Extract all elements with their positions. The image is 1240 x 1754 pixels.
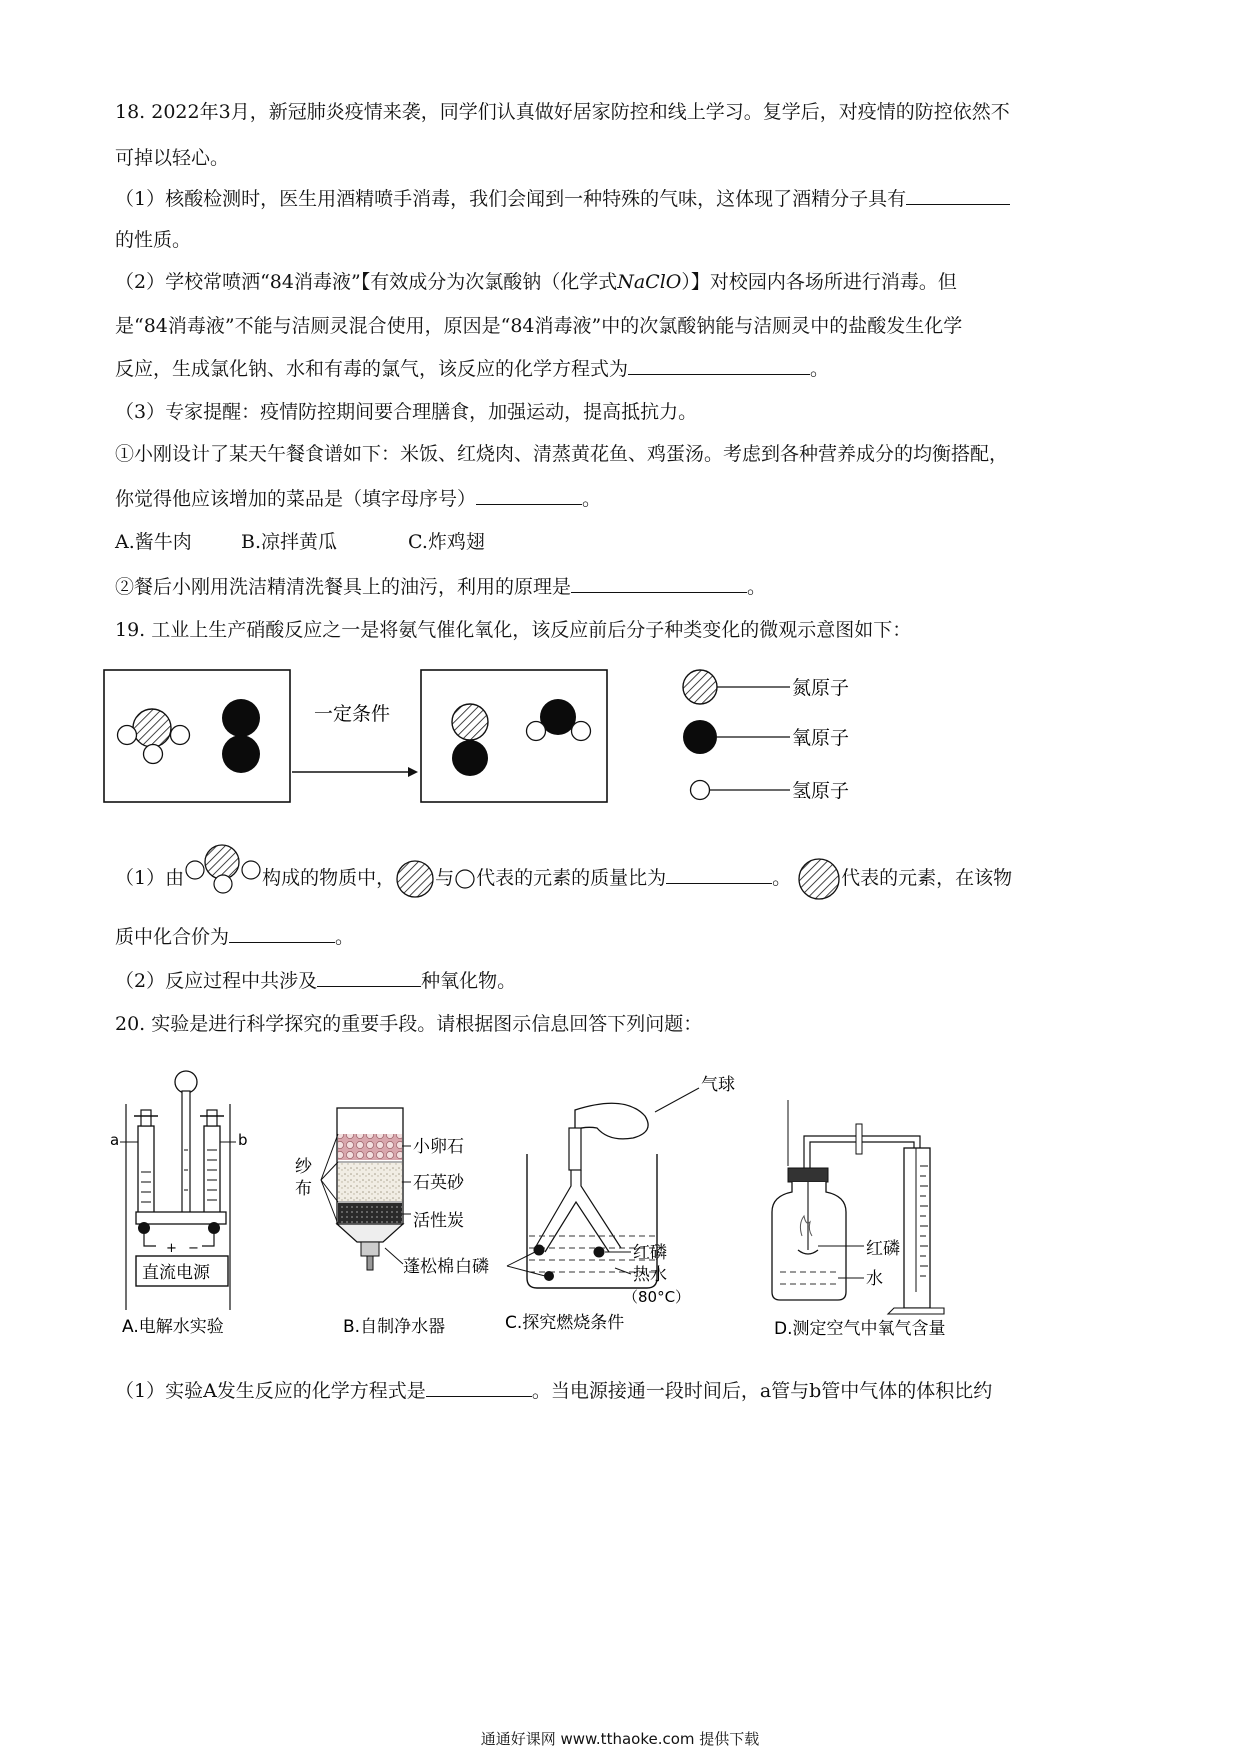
q19-part2-text-a: （2）反应过程中共涉及 (115, 970, 318, 992)
q19-part1-text-f: 代表的元素，在该物 (841, 867, 1013, 889)
q19-part2-text-b: 种氧化物。 (421, 970, 517, 992)
q19-part1-line2 (115, 924, 354, 949)
figure-a-caption: A.电解水实验 (122, 1317, 224, 1337)
figure-d-oxygen-content (768, 1096, 968, 1342)
red-phosphorus-label: 红磷 (633, 1243, 667, 1263)
answer-blank[interactable] (666, 865, 772, 884)
legend-hydrogen: 氢原子 (792, 780, 850, 802)
q20-part1-text-b: 。当电源接通一段时间后，a管与b管中气体的体积比约 (531, 1380, 993, 1402)
figure-b-caption: B.自制净水器 (343, 1317, 446, 1337)
balloon (575, 1103, 648, 1139)
q18-stem-line2: 可掉以轻心。 (115, 147, 230, 169)
figure-c-combustion (455, 1066, 765, 1342)
balloon-label: 气球 (701, 1075, 735, 1095)
figure-b-water-purifier (295, 1100, 535, 1340)
nitrogen-atom-icon (797, 857, 841, 901)
hydrogen-atom-icon (691, 781, 710, 800)
gauze-label-1: 纱 (295, 1157, 312, 1177)
q18-part2-line3 (115, 356, 829, 381)
q18-part2-text-c: 反应，生成氯化钠、水和有毒的氯气，该反应的化学方程式为 (115, 358, 629, 380)
figure-c-caption: C.探究燃烧条件 (505, 1313, 625, 1333)
red-phosphorus-in-tube (594, 1247, 605, 1258)
q19-part1-text-b: 构成的物质中， (262, 867, 396, 889)
cotton-label: 蓬松棉 (403, 1257, 454, 1277)
figure-a-electrolysis (110, 1060, 280, 1340)
white-phosphorus-label: 白磷 (455, 1257, 489, 1277)
q18-part3-1-line2 (115, 486, 601, 511)
q19-part1-line1 (115, 857, 1012, 901)
tube-a-label: a (110, 1131, 120, 1149)
chemical-formula: NaClO (617, 271, 682, 293)
q19-part2 (115, 968, 516, 993)
q18-part3-2 (115, 574, 766, 599)
temperature-label: （80°C） (623, 1288, 691, 1306)
reaction-condition: 一定条件 (314, 703, 391, 725)
water-label: 水 (866, 1269, 883, 1289)
q18-part1-text: （1）核酸检测时，医生用酒精喷手消毒，我们会闻到一种特殊的气味，这体现了酒精分子具有 (115, 188, 907, 210)
minus-sign: − (188, 1241, 199, 1256)
answer-blank[interactable] (906, 186, 1010, 205)
q18-part2-line2: 是“84消毒液”不能与洁厕灵混合使用，原因是“84消毒液”中的次氯酸钠能与洁厕灵中的盐酸发生化学 (115, 315, 963, 337)
legend (683, 670, 849, 802)
white-phosphorus-in-tube (534, 1245, 545, 1256)
hydrogen-atom-icon (454, 868, 476, 890)
page-footer: 通通好课网 www.tthaoke.com 提供下载 (480, 1730, 760, 1748)
reaction-arrow (292, 767, 418, 777)
answer-blank[interactable] (628, 356, 810, 375)
tube-b-label: b (238, 1131, 248, 1149)
q20-stem: 20. 实验是进行科学探究的重要手段。请根据图示信息回答下列问题： (115, 1013, 703, 1035)
q18-part2-text-b: ）】对校园内各场所进行消毒。但 (681, 271, 957, 293)
oxygen-atom-icon (683, 720, 717, 754)
q19-part1-text-g: 质中化合价为 (115, 926, 230, 948)
q19-stem: 19. 工业上生产硝酸反应之一是将氨气催化氧化，该反应前后分子种类变化的微观示意图如下： (115, 619, 912, 641)
figure-d-caption: D.测定空气中氧气含量 (774, 1319, 946, 1339)
answer-blank[interactable] (476, 486, 582, 505)
option-b: B.凉拌黄瓜 (241, 531, 338, 553)
products-box (421, 670, 607, 802)
water-molecule (527, 699, 591, 741)
q18-part3-1-text: 你觉得他应该增加的菜品是（填字母序号） (115, 488, 477, 510)
answer-blank[interactable] (317, 968, 421, 987)
q18-part2-line1 (115, 270, 957, 294)
red-phosphorus-label: 红磷 (866, 1239, 900, 1259)
sand-label: 石英砂 (413, 1173, 464, 1193)
ammonia-molecule (118, 709, 190, 764)
reactants-box (104, 670, 290, 802)
q18-part2-text-a: （2）学校常喷洒“84消毒液”【有效成分为次氯酸钠（化学式 (115, 271, 618, 293)
period: 。 (810, 358, 830, 380)
carbon-label: 活性炭 (413, 1211, 464, 1231)
ammonia-molecule-icon (184, 844, 262, 894)
q18-part3-2-text: ②餐后小刚用洗洁精清洗餐具上的油污，利用的原理是 (115, 576, 572, 598)
q20-part1-text-a: （1）实验A发生反应的化学方程式是 (115, 1380, 426, 1402)
legend-oxygen: 氧原子 (792, 727, 850, 749)
answer-blank[interactable] (571, 574, 747, 593)
q18-part3: （3）专家提醒：疫情防控期间要合理膳食，加强运动，提高抵抗力。 (115, 401, 698, 423)
q19-part1-text-d: 代表的元素的质量比为 (476, 867, 667, 889)
plus-sign: + (166, 1241, 177, 1256)
reaction-micro-diagram (100, 660, 980, 810)
q18-stem-line1: 18. 2022年3月，新冠肺炎疫情来袭，同学们认真做好居家防控和线上学习。复学后，对疫情的防控依然不 (115, 101, 1010, 123)
option-c: C.炸鸡翅 (408, 531, 485, 553)
q18-options (115, 530, 485, 554)
answer-blank[interactable] (229, 924, 335, 943)
legend-nitrogen: 氮原子 (792, 677, 850, 699)
hot-water-label: 热水 (633, 1265, 667, 1285)
jar (772, 1182, 846, 1300)
q18-part3-1-line1: ①小刚设计了某天午餐食谱如下：米饭、红烧肉、清蒸黄花鱼、鸡蛋汤。考虑到各种营养成分的均衡搭配， (115, 443, 1009, 465)
nitrogen-atom-icon (395, 859, 435, 899)
period: 。 (772, 867, 792, 889)
pebble-label: 小卵石 (413, 1137, 464, 1157)
q19-part1-text-c: 与 (435, 867, 455, 889)
period: 。 (747, 576, 767, 598)
option-a: A.酱牛肉 (115, 531, 192, 553)
gauze-label-2: 布 (295, 1179, 312, 1199)
period: 。 (335, 926, 355, 948)
white-phosphorus-in-water (544, 1271, 554, 1281)
graduated-cylinder (904, 1148, 930, 1308)
nitrogen-atom-icon (683, 670, 717, 704)
oxygen-molecule (222, 699, 260, 773)
nitric-oxide-molecule (452, 704, 488, 776)
q18-part1-line1 (115, 186, 1010, 211)
q19-part1-text-a: （1）由 (115, 867, 185, 889)
period: 。 (582, 488, 602, 510)
power-supply-label: 直流电源 (142, 1263, 210, 1283)
q20-part1 (115, 1378, 992, 1403)
answer-blank[interactable] (426, 1378, 532, 1397)
q18-part1-line2: 的性质。 (115, 229, 192, 251)
